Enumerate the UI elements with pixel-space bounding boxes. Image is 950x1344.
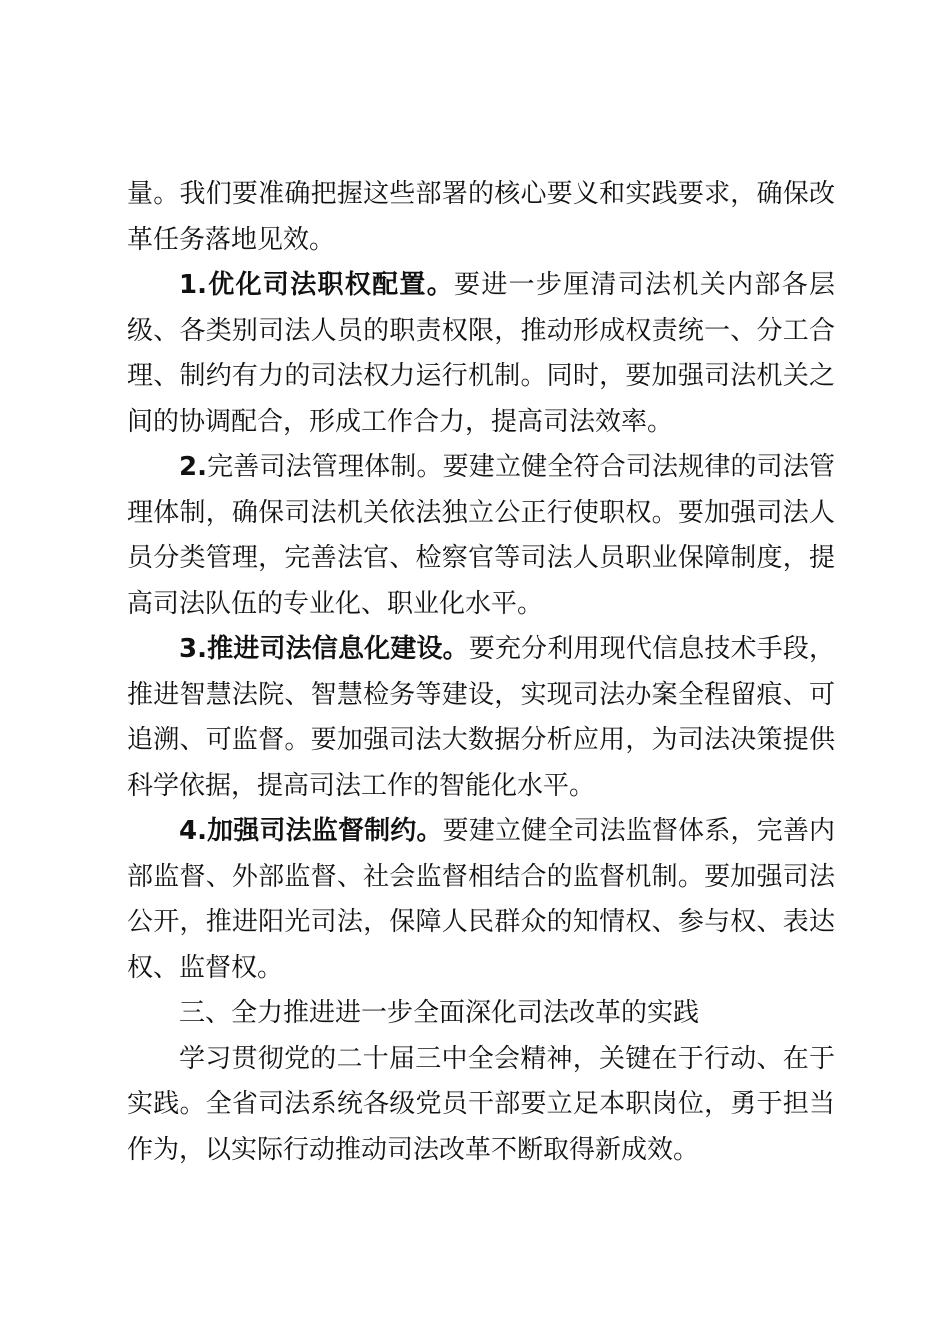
paragraph-item-3 xyxy=(127,627,835,809)
conclusion-text: 学习贯彻党的二十届三中全会精神，关键在于行动、在于实践。全省司法系统各级党员干部要立足本职岗位，勇于担当作为，以实际行动推动司法改革不断取得新成效。 xyxy=(127,1043,835,1165)
paragraph-continuation xyxy=(127,172,835,263)
paragraph-item-1 xyxy=(127,263,835,445)
document-body xyxy=(127,172,835,1173)
paragraph-item-4 xyxy=(127,809,835,991)
item-4-text: 要建立健全司法监督体系，完善内部监督、外部监督、社会监督相结合的监督机制。要加强司法公开，推进阳光司法，保障人民群众的知情权、参与权、表达权、监督权。 xyxy=(127,816,835,983)
paragraph-item-2 xyxy=(127,445,835,627)
item-1-text: 要进一步厘清司法机关内部各层级、各类别司法人员的职责权限，推动形成权责统一、分工合理、制约有力的司法权力运行机制。同时，要加强司法机关之间的协调配合，形成工作合力，提高司法效率。 xyxy=(127,270,835,437)
item-3-text: 要充分利用现代信息技术手段，推进智慧法院、智慧检务等建设，实现司法办案全程留痕、可追溯、可监督。要加强司法大数据分析应用，为司法决策提供科学依据，提高司法工作的智能化水平。 xyxy=(127,634,835,801)
item-1-heading: 1.优化司法职权配置。 xyxy=(179,270,455,300)
section-heading-3 xyxy=(127,991,835,1037)
section-heading-text: 三、全力推进进一步全面深化司法改革的实践 xyxy=(179,998,700,1028)
paragraph-conclusion xyxy=(127,1037,835,1174)
item-2-number: 2. xyxy=(179,452,207,482)
item-3-heading: 3.推进司法信息化建设。 xyxy=(179,634,469,664)
item-4-heading: 4.加强司法监督制约。 xyxy=(179,816,443,846)
item-2-text: 完善司法管理体制。要建立健全符合司法规律的司法管理体制，确保司法机关依法独立公正行使职权。要加强司法人员分类管理，完善法官、检察官等司法人员职业保障制度，提高司法队伍的专业化、职业化水平。 xyxy=(127,452,835,619)
paragraph-text: 量。我们要准确把握这些部署的核心要义和实践要求，确保改革任务落地见效。 xyxy=(127,179,835,255)
